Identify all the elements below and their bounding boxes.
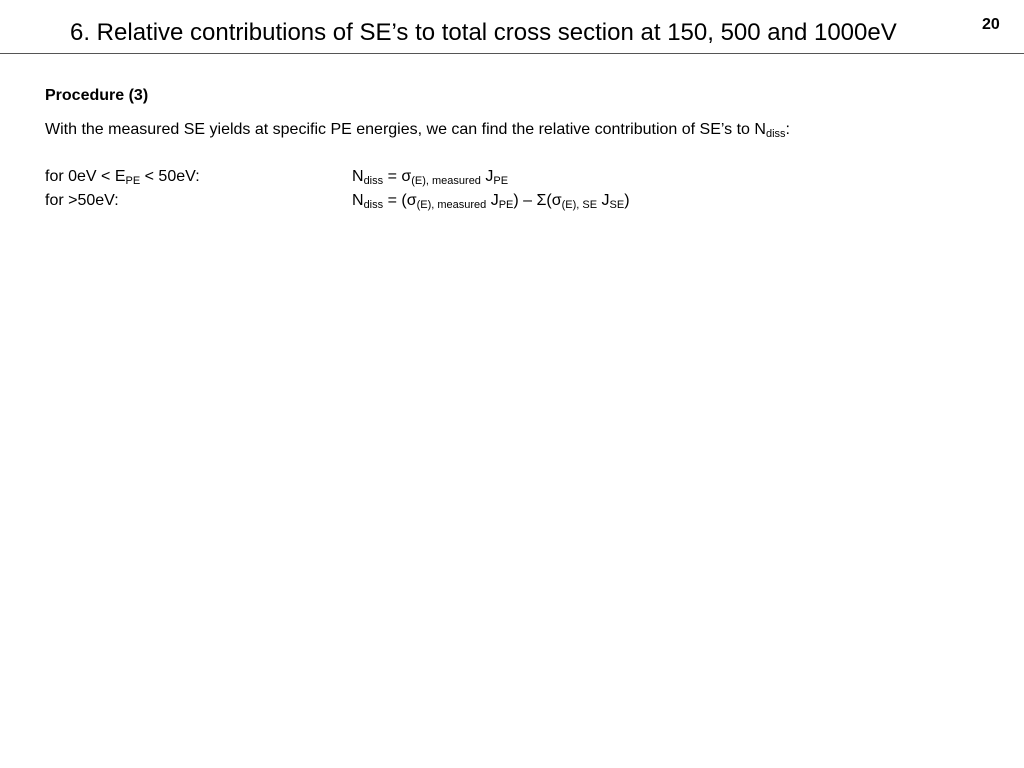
formula-symbol: J <box>480 168 494 185</box>
formula-subscript: PE <box>498 199 514 211</box>
intro-subscript: diss <box>765 128 786 140</box>
formula-symbol: N <box>352 192 364 209</box>
formula-subscript: PE <box>493 175 509 187</box>
equation-condition: for >50eV: <box>45 192 119 209</box>
equation-formula <box>352 165 508 189</box>
equation-condition <box>45 165 200 189</box>
formula-subscript: diss <box>363 199 384 211</box>
intro-text: With the measured SE yields at specific PE energies, we can find the relative contribution of SE’s to N <box>45 121 766 138</box>
condition-text: for 0eV < E <box>45 168 126 185</box>
title-divider <box>0 53 1024 54</box>
formula-symbol: N <box>352 168 364 185</box>
intro-paragraph <box>45 118 790 142</box>
formula-subscript: diss <box>363 175 384 187</box>
formula-symbol: J <box>486 192 499 209</box>
section-heading: Procedure (3) <box>45 87 149 104</box>
formula-symbol: J <box>597 192 610 209</box>
formula-subscript: (E), measured <box>411 175 481 187</box>
equation-formula <box>352 189 630 213</box>
formula-subscript: (E), measured <box>416 199 487 211</box>
formula-subscript: SE <box>609 199 625 211</box>
formula-symbol: = σ <box>383 168 412 185</box>
intro-tail: : <box>785 121 790 138</box>
page-number: 20 <box>982 16 1000 33</box>
condition-subscript: PE <box>125 175 141 187</box>
condition-text: < 50eV: <box>140 168 200 185</box>
slide-title: 6. Relative contributions of SE’s to total cross section at 150, 500 and 1000eV <box>70 19 897 46</box>
formula-symbol: ) <box>624 192 630 209</box>
formula-subscript: (E), SE <box>561 199 598 211</box>
formula-symbol: = (σ <box>383 192 417 209</box>
formula-symbol: ) – Σ(σ <box>513 192 562 209</box>
